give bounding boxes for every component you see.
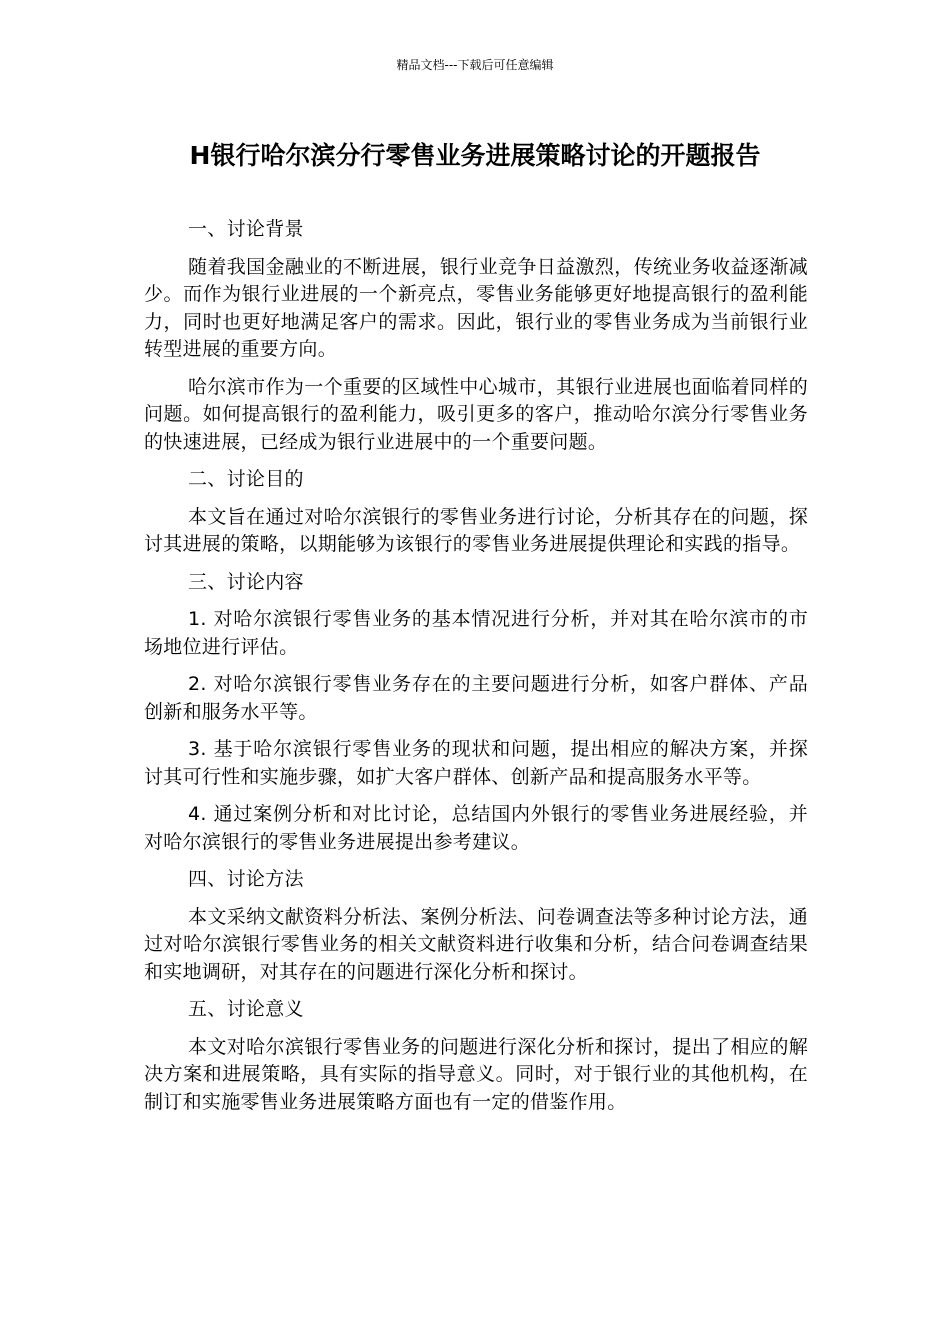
- section-heading: 三、讨论内容: [188, 570, 304, 593]
- list-item: 3. 基于哈尔滨银行零售业务的现状和问题，提出相应的解决方案，并探讨其可行性和实施步骤，如扩大客户群体、创新产品和提高服务水平等。: [144, 738, 808, 788]
- page-header: 精品文档---下载后可任意编辑: [396, 58, 554, 72]
- section-heading: 四、讨论方法: [188, 868, 304, 890]
- document-title: H银行哈尔滨分行零售业务进展策略讨论的开题报告: [189, 141, 761, 170]
- section-significance: [144, 996, 808, 1116]
- paragraph: 随着我国金融业的不断进展，银行业竞争日益激烈，传统业务收益逐渐减少。而作为银行业进展的一个新亮点，零售业务能够更好地提高银行的盈利能力，同时也更好地满足客户的需求。因此，银行业的零售业务成为当前银行业转型进展的重要方向。: [144, 255, 808, 360]
- paragraph: 本文采纳文献资料分析法、案例分析法、问卷调查法等多种讨论方法，通过对哈尔滨银行零售业务的相关文献资料进行收集和分析，结合问卷调查结果和实地调研，对其存在的问题进行深化分析和探讨。: [144, 905, 808, 983]
- paragraph: 哈尔滨市作为一个重要的区域性中心城市，其银行业进展也面临着同样的问题。如何提高银行的盈利能力，吸引更多的客户，推动哈尔滨分行零售业务的快速进展，已经成为银行业进展中的一个重要问题。: [144, 375, 808, 453]
- list-item: 1. 对哈尔滨银行零售业务的基本情况进行分析，并对其在哈尔滨市的市场地位进行评估。: [144, 608, 808, 658]
- section-heading: 五、讨论意义: [188, 998, 304, 1020]
- list-item: 4. 通过案例分析和对比讨论，总结国内外银行的零售业务进展经验，并对哈尔滨银行的零售业务进展提出参考建议。: [144, 803, 808, 853]
- section-content: [144, 569, 808, 857]
- section-heading: 一、讨论背景: [188, 218, 304, 240]
- section-background: [144, 216, 808, 456]
- paragraph: 本文旨在通过对哈尔滨银行的零售业务进行讨论，分析其存在的问题，探讨其进展的策略，以期能够为该银行的零售业务进展提供理论和实践的指导。: [144, 505, 808, 555]
- paragraph: 本文对哈尔滨银行零售业务的问题进行深化分析和探讨，提出了相应的解决方案和进展策略，具有实际的指导意义。同时，对于银行业的其他机构，在制订和实施零售业务进展策略方面也有一定的借鉴作用。: [144, 1035, 808, 1113]
- section-purpose: [144, 466, 808, 559]
- section-heading: 二、讨论目的: [188, 468, 304, 490]
- list-item: 2. 对哈尔滨银行零售业务存在的主要问题进行分析，如客户群体、产品创新和服务水平等。: [144, 673, 808, 723]
- document-body: [144, 216, 808, 1126]
- section-method: [144, 866, 808, 986]
